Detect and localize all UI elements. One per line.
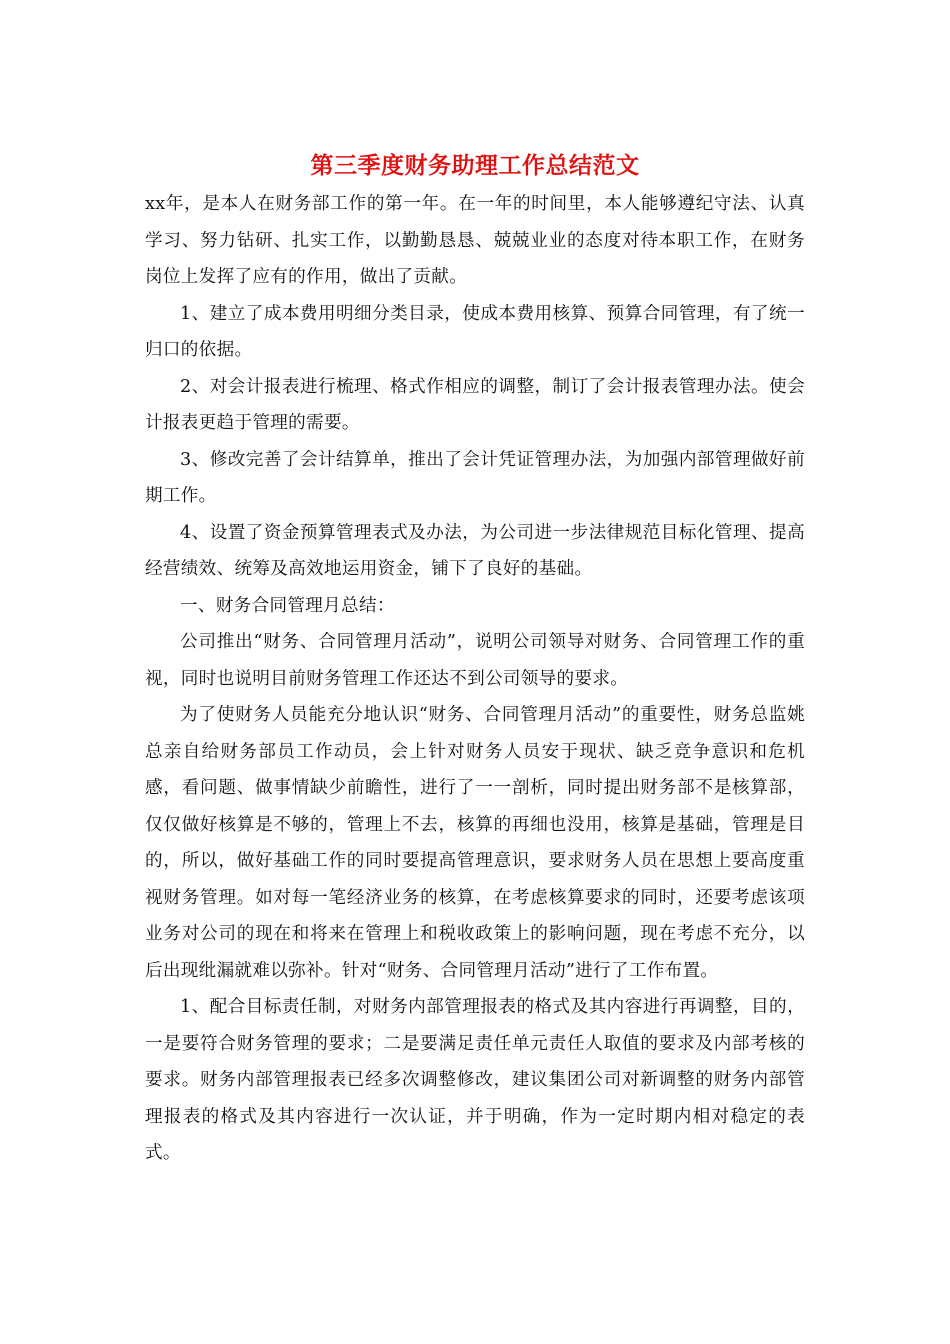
item-paragraph-3: 3、修改完善了会计结算单，推出了会计凭证管理办法，为加强内部管理做好前期工作。 — [145, 449, 805, 506]
section-heading: 一、财务合同管理月总结： — [180, 595, 395, 616]
document-body — [145, 148, 805, 1172]
body-paragraph-2: 为了使财务人员能充分地认识“财务、合同管理月活动”的重要性，财务总监姚总亲自给财务部员工作动员，会上针对财务人员安于现状、缺乏竞争意识和危机感，看问题、做事情缺少前瞻性，进行了一一剖析，同时提出财务部不是核算部，仅仅做好核算是不够的，管理上不去，核算的再细也没用，核算是基础，管理是目的，所以，做好基础工作的同时要提高管理意识，要求财务人员在思想上要高度重视财务管理。如对每一笔经济业务的核算，在考虑核算要求的同时，还要考虑该项业务对公司的现在和将来在管理上和税收政策上的影响问题，现在考虑不充分，以后出现纰漏就难以弥补。针对“财务、合同管理月活动”进行了工作布置。 — [145, 705, 805, 981]
item-paragraph-2: 2、对会计报表进行梳理、格式作相应的调整，制订了会计报表管理办法。使会计报表更趋于管理的需要。 — [145, 376, 805, 433]
intro-paragraph: xx年，是本人在财务部工作的第一年。在一年的时间里，本人能够遵纪守法、认真学习、努力钻研、扎实工作，以勤勤恳恳、兢兢业业的态度对待本职工作，在财务岗位上发挥了应有的作用，做出了贡献。 — [145, 194, 805, 287]
item-paragraph-4: 4、设置了资金预算管理表式及办法，为公司进一步法律规范目标化管理、提高经营绩效、统筹及高效地运用资金，铺下了良好的基础。 — [145, 522, 805, 579]
document-title: 第三季度财务助理工作总结范文 — [310, 152, 640, 179]
body-paragraph-1: 公司推出“财务、合同管理月活动”，说明公司领导对财务、合同管理工作的重视，同时也说明目前财务管理工作还达不到公司领导的要求。 — [145, 632, 805, 689]
item-paragraph-1: 1、建立了成本费用明细分类目录，使成本费用核算、预算合同管理，有了统一归口的依据。 — [145, 303, 805, 360]
body-paragraph-3: 1、配合目标责任制，对财务内部管理报表的格式及其内容进行再调整，目的，一是要符合财务管理的要求；二是要满足责任单元责任人取值的要求及内部考核的要求。财务内部管理报表已经多次调整修改，建议集团公司对新调整的财务内部管理报表的格式及其内容进行一次认证，并于明确，作为一定时期内相对稳定的表式。 — [145, 997, 805, 1163]
